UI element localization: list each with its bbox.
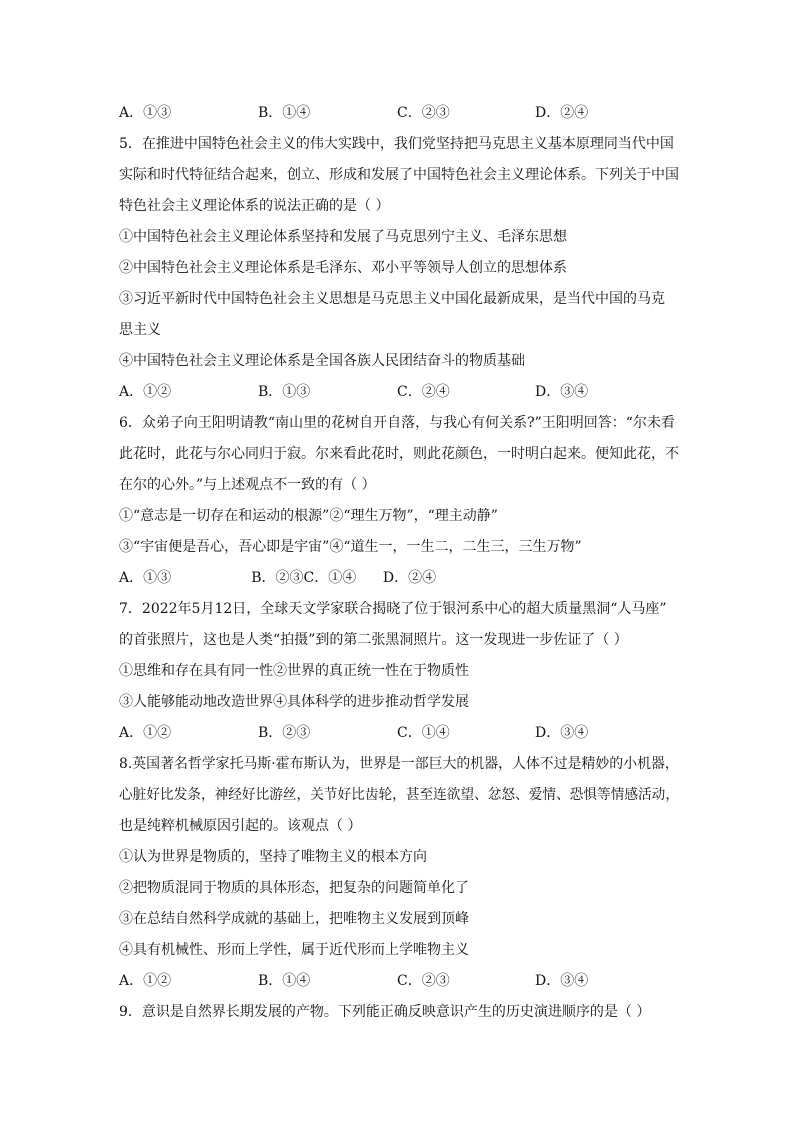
q7-stem-line-1: 7．2022年5月12日，全球天文学家联合揭晓了位于银河系中心的超大质量黑洞“人马座” [119,601,667,617]
q5-option-c: C．②④ [397,384,450,400]
q8-statement-4: ④具有机械性、形而上学性，属于近代形而上学唯物主义 [119,942,469,958]
q5-stem-line-3: 特色社会主义理论体系的说法正确的是（ ） [119,198,390,214]
q8-option-b: B．①④ [258,973,311,989]
q5-statement-3-cont: 思主义 [119,322,161,338]
q6-statement-1: ①“意志是一切存在和运动的根源”②“理生万物”，“理主动静” [119,508,498,524]
q8-option-a: A．①② [119,973,172,989]
q8-stem-line-1: 8.英国著名哲学家托马斯·霍布斯认为，世界是一部巨大的机器，人体不过是精妙的小机器， [119,756,679,772]
q4-option-d: D．②④ [535,105,589,121]
q8-stem-line-3: 也是纯粹机械原因引起的。该观点（ ） [119,818,362,834]
q6-stem-line-2: 此花时，此花与尔心同归于寂。尔来看此花时，则此花颜色，一时明白起来。便知此花，不 [119,446,679,462]
q4-option-b: B．①④ [258,105,311,121]
q6-stem-line-1: 6．众弟子向王阳明请教“南山里的花树自开自落，与我心有何关系?”王阳明回答：“尔未看 [119,415,675,431]
q7-option-b: B．②③ [258,725,311,741]
q5-statement-4: ④中国特色社会主义理论体系是全国各族人民团结奋斗的物质基础 [119,353,525,369]
q6-statement-2: ③“宇宙便是吾心，吾心即是宇宙”④“道生一，一生二，二生三，三生万物” [119,539,582,555]
q5-options [119,382,679,402]
q7-option-d: D．③④ [535,725,589,741]
q8-option-d: D．③④ [535,973,589,989]
q7-statement-2: ③人能够能动地改造世界④具体科学的进步推动哲学发展 [119,694,469,710]
q5-statement-3: ③习近平新时代中国特色社会主义思想是马克思主义中国化最新成果，是当代中国的马克 [119,291,665,307]
q8-statement-3: ③在总结自然科学成就的基础上，把唯物主义发展到顶峰 [119,911,469,927]
q5-option-d: D．③④ [535,384,589,400]
q7-statement-1: ①思维和存在具有同一性②世界的真正统一性在于物质性 [119,663,469,679]
q5-option-b: B．①③ [258,384,311,400]
q5-stem-line-2: 实际和时代特征结合起来，创立、形成和发展了中国特色社会主义理论体系。下列关于中国 [119,167,679,183]
q8-statement-2: ②把物质混同于物质的具体形态，把复杂的问题简单化了 [119,880,469,896]
q7-option-a: A．①② [119,725,172,741]
q5-statement-1: ①中国特色社会主义理论体系坚持和发展了马克思列宁主义、毛泽东思想 [119,229,567,245]
q8-options [119,971,679,991]
q8-statement-1: ①认为世界是物质的，坚持了唯物主义的根本方向 [119,849,427,865]
q7-option-c: C．①④ [397,725,450,741]
q7-stem-line-2: 的首张照片，这也是人类“拍摄”到的第二张黑洞照片。这一发现进一步佐证了（ ） [119,632,628,648]
q8-stem-line-2: 心脏好比发条，神经好比游丝，关节好比齿轮，甚至连欲望、忿怒、爱情、恐惧等情感活动， [119,787,679,803]
q5-stem-line-1: 5．在推进中国特色社会主义的伟大实践中，我们党坚持把马克思主义基本原理同当代中国 [119,136,674,152]
q9-stem-line-1: 9．意识是自然界长期发展的产物。下列能正确反映意识产生的历史演进顺序的是（ ） [119,1004,651,1020]
q8-option-c: C．②③ [397,973,450,989]
q5-statement-2: ②中国特色社会主义理论体系是毛泽东、邓小平等领导人创立的思想体系 [119,260,567,276]
q5-option-a: A．①② [119,384,172,400]
q7-options [119,723,679,743]
q4-options [119,103,679,123]
q4-option-c: C．②③ [397,105,450,121]
q4-option-a: A．①③ [119,105,172,121]
q6-options: A．①③ B．②③C．①④ D．②④ [119,570,437,586]
q6-stem-line-3: 在尔的心外。”与上述观点不一致的有（ ） [119,477,376,493]
